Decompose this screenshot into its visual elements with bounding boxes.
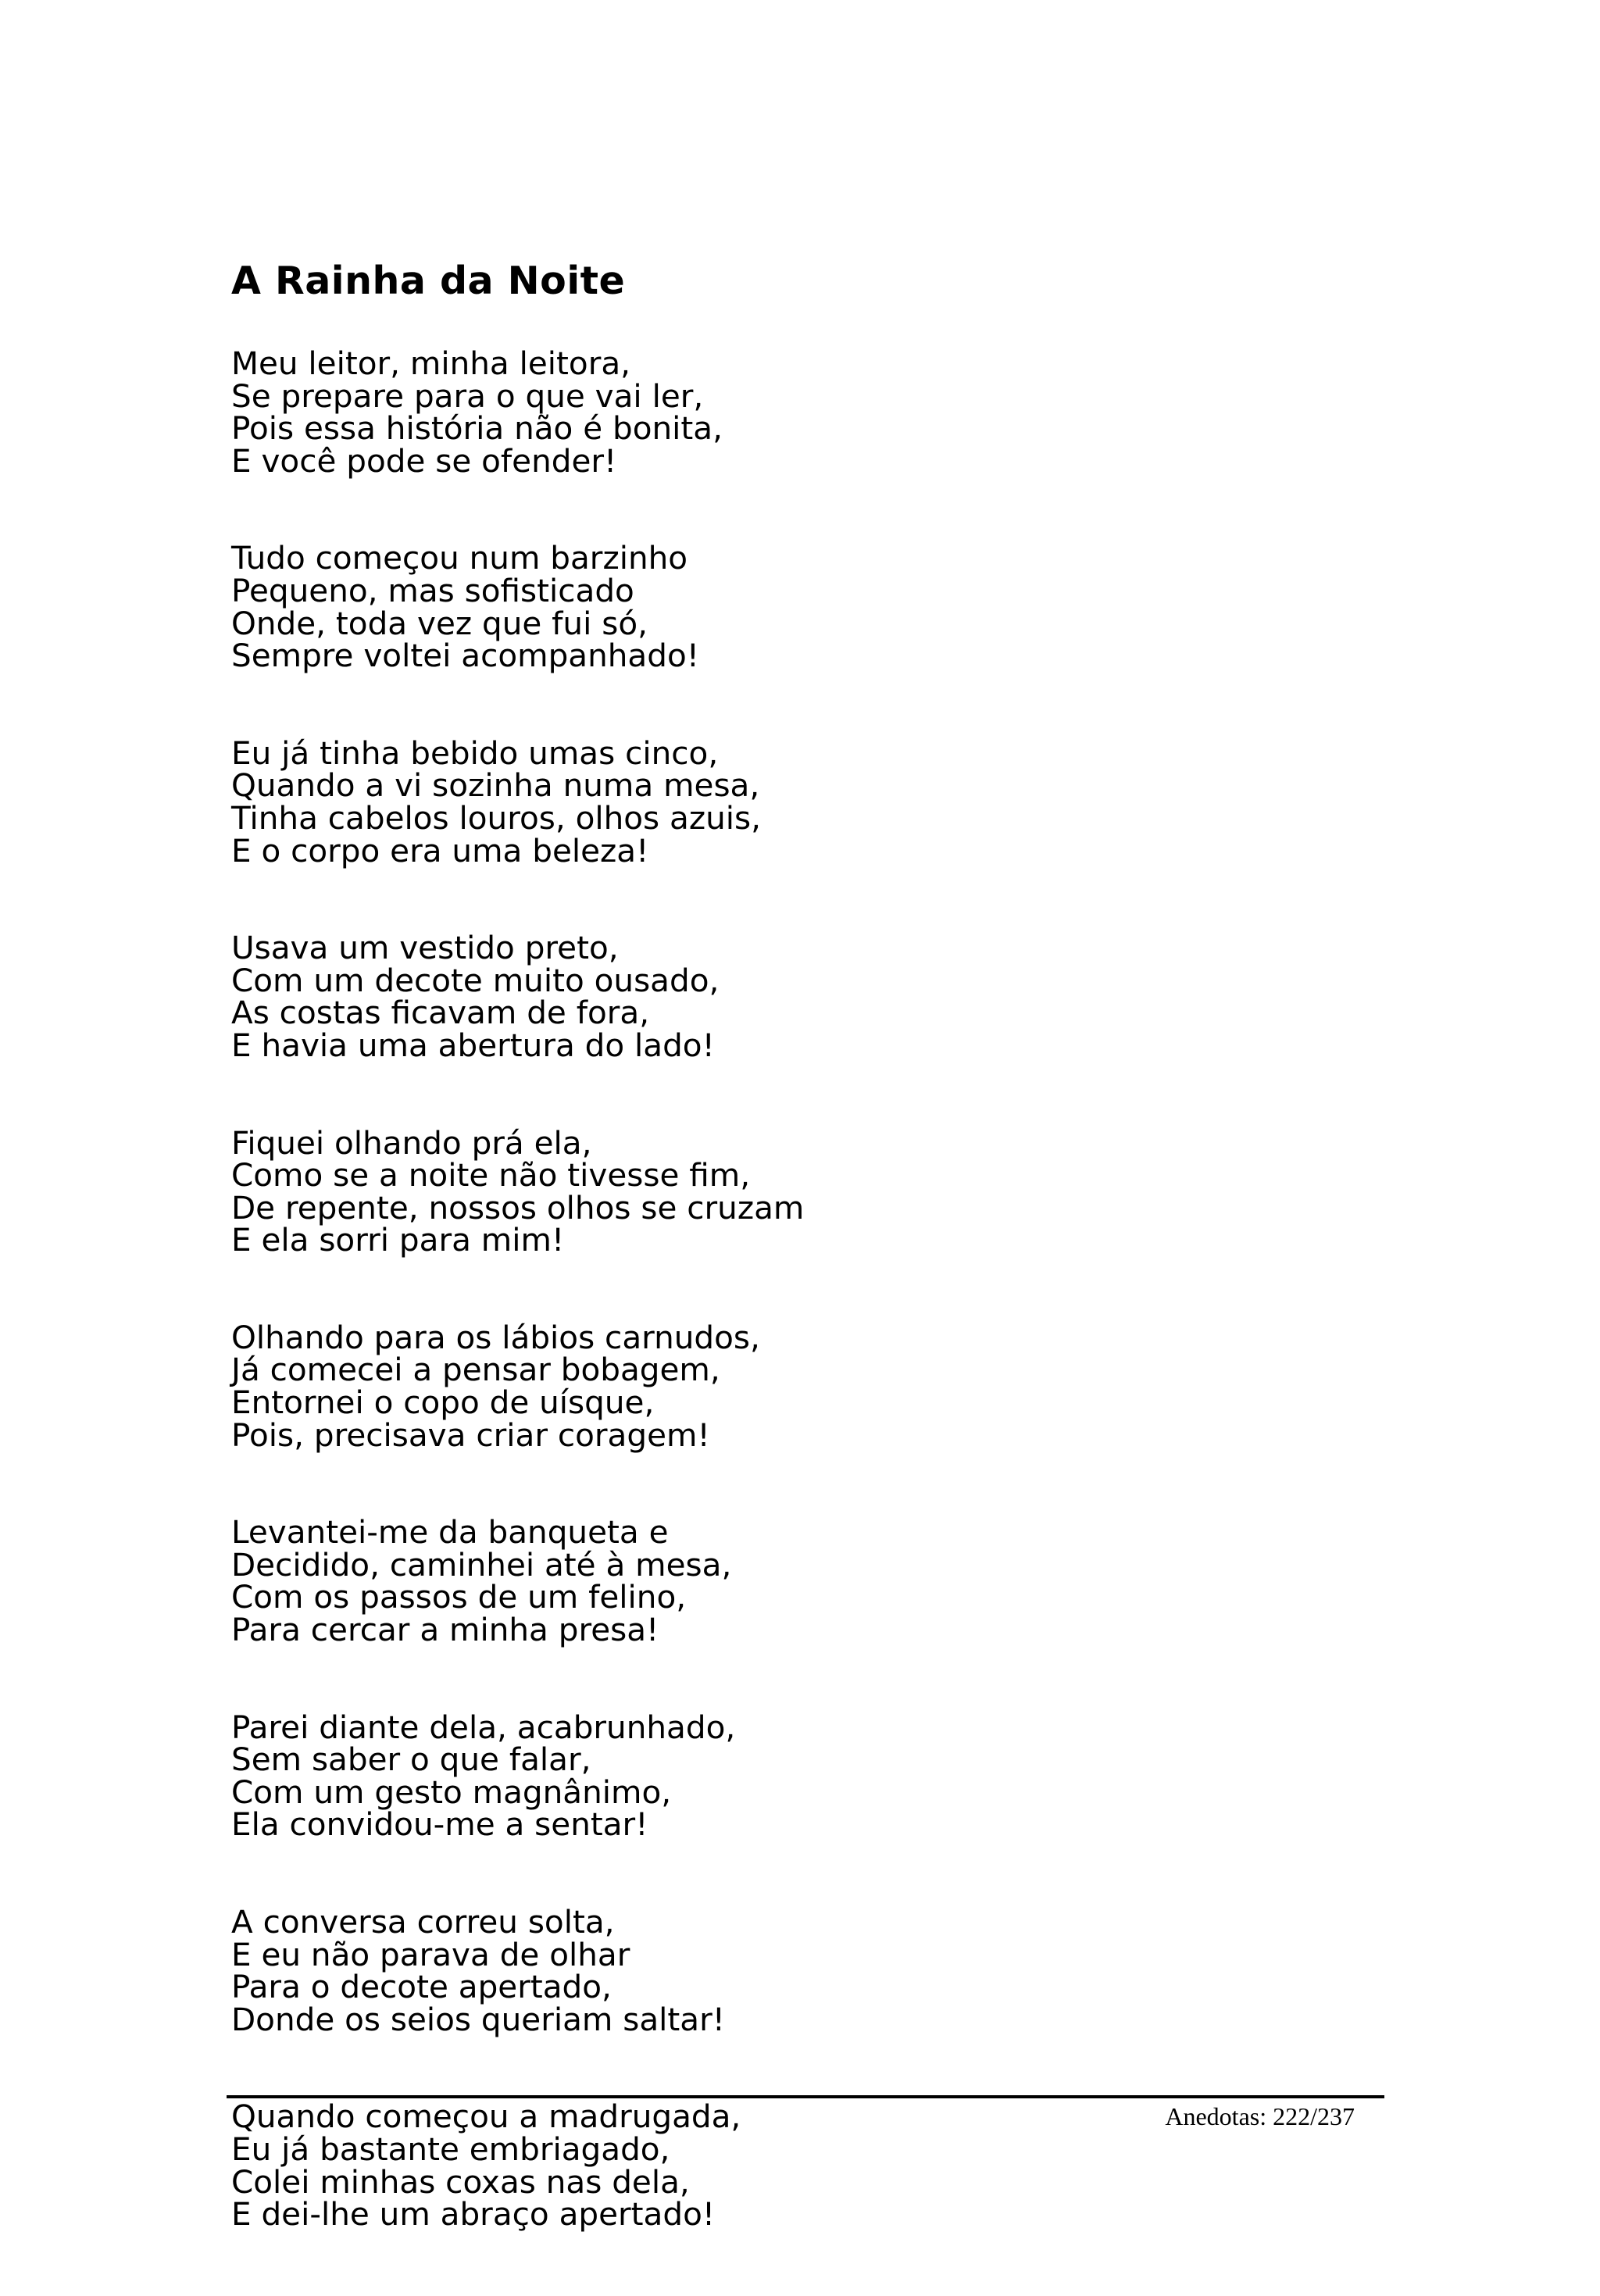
poem-line: E dei-lhe um abraço apertado!	[231, 2195, 716, 2234]
poem-line: Donde os seios queriam saltar!	[231, 2000, 726, 2038]
poem-line: E ela sorri para mim!	[231, 1221, 565, 1259]
poem-line: De repente, nossos olhos se cruzam	[231, 1188, 805, 1227]
poem-line: Eu já bastante embriagado,	[231, 2130, 670, 2168]
poem-line: Usava um vestido preto,	[231, 929, 619, 967]
stanza	[231, 1708, 1403, 1844]
poem-line: Com os passos de um felino,	[231, 1578, 687, 1616]
poem-line: Olhando para os lábios carnudos,	[231, 1318, 760, 1356]
stanza	[231, 1513, 1403, 1649]
poem-line: Parei diante dela, acabrunhado,	[231, 1708, 736, 1746]
poem-line: E o corpo era uma beleza!	[231, 831, 649, 869]
page-number: Anedotas: 222/237	[1165, 2102, 1355, 2130]
poem-line: A conversa correu solta,	[231, 1903, 615, 1941]
poem-line: Pois, precisava criar coragem!	[231, 1416, 710, 1454]
poem-line: Já comecei a pensar bobagem,	[231, 1351, 720, 1389]
stanza	[231, 1318, 1403, 1454]
poem-line: Pequeno, mas sofisticado	[231, 571, 634, 609]
poem-line: Quando começou a madrugada,	[231, 2098, 741, 2136]
poem-line: E havia uma abertura do lado!	[231, 1026, 715, 1064]
poem-line: Meu leitor, minha leitora,	[231, 345, 631, 382]
stanza	[231, 734, 1403, 869]
poem-line: Com um gesto magnânimo,	[231, 1773, 672, 1811]
poem-line: E eu não parava de olhar	[231, 1935, 630, 1973]
poem-line: Decidido, caminhei até à mesa,	[231, 1545, 732, 1584]
poem-line: E você pode se ofender!	[231, 441, 617, 480]
footer-divider	[227, 2095, 1384, 2098]
poem-line: Sem saber o que falar,	[231, 1741, 591, 1779]
poem-line: Fiquei olhando prá ela,	[231, 1123, 592, 1162]
stanza	[231, 1123, 1403, 1259]
poem-line: Sempre voltei acompanhado!	[231, 637, 699, 675]
poem-title: A Rainha da Noite	[231, 259, 626, 303]
poem-line: As costas ficavam de fora,	[231, 994, 650, 1032]
poem-line: Para o decote apertado,	[231, 1968, 612, 2006]
poem-line: Entornei o copo de uísque,	[231, 1384, 655, 1422]
poem-line: Quando a vi sozinha numa mesa,	[231, 766, 760, 805]
poem-line: Tinha cabelos louros, olhos azuis,	[231, 798, 761, 837]
stanza	[231, 539, 1403, 675]
poem-line: Colei minhas coxas nas dela,	[231, 2162, 690, 2201]
poem-line: Pois essa história não é bonita,	[231, 409, 723, 448]
stanza	[231, 929, 1403, 1064]
stanza	[231, 345, 1403, 480]
poem-line: Ela convidou-me a sentar!	[231, 1805, 648, 1844]
poem-line: Levantei-me da banqueta e	[231, 1513, 669, 1551]
stanza	[231, 1903, 1403, 2038]
poem-line: Com um decote muito ousado,	[231, 961, 720, 999]
poem-line: Eu já tinha bebido umas cinco,	[231, 734, 719, 772]
poem-line: Tudo começou num barzinho	[231, 539, 688, 577]
poem-line: Para cercar a minha presa!	[231, 1611, 659, 1649]
poem-line: Se prepare para o que vai ler,	[231, 377, 704, 415]
poem-line: Onde, toda vez que fui só,	[231, 604, 648, 642]
poem-body	[231, 345, 1403, 2296]
poem-line: Como se a noite não tivesse fim,	[231, 1156, 751, 1194]
